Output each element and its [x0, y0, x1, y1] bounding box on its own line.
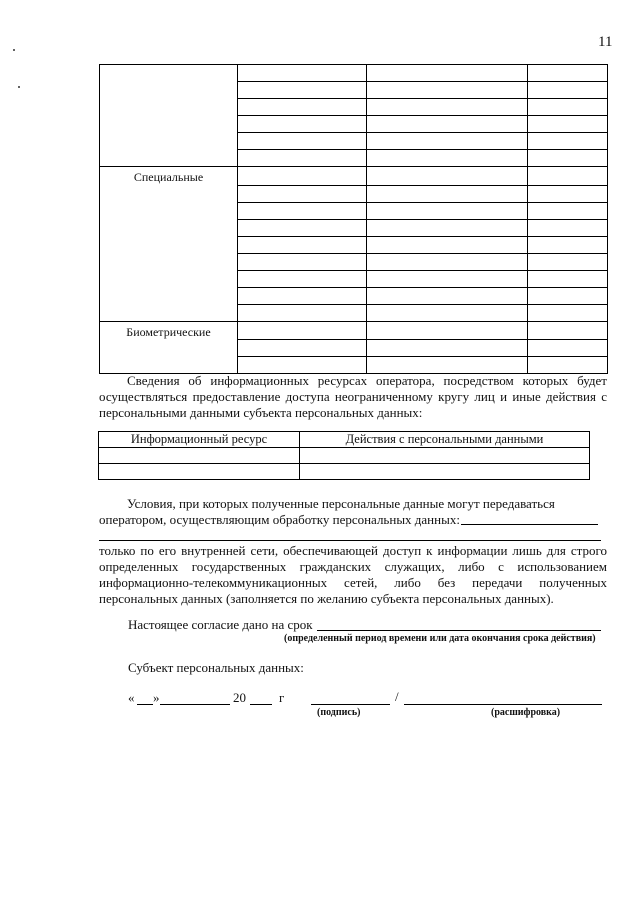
table-cell[interactable] [238, 185, 367, 202]
resources-table [98, 431, 590, 480]
table-cell[interactable] [528, 116, 608, 133]
table-cell[interactable] [238, 202, 367, 219]
date-year-line[interactable] [250, 704, 272, 705]
table-cell[interactable] [238, 167, 367, 186]
table-cell[interactable] [528, 185, 608, 202]
category-cell [100, 185, 238, 202]
date-month-line[interactable] [160, 704, 230, 705]
table-cell[interactable] [528, 167, 608, 186]
date-open-quote: « [128, 690, 135, 705]
scan-dot [13, 49, 15, 51]
table-cell[interactable] [367, 357, 528, 374]
table-cell[interactable] [367, 219, 528, 236]
signature-separator: / [395, 689, 399, 704]
date-year-prefix: 20 [233, 690, 246, 705]
table-cell[interactable] [367, 82, 528, 99]
resource-column-header: Информационный ресурс [99, 432, 300, 448]
resources-intro: Сведения об информационных ресурсах оператора, посредством которых будет осуществляться предоставление доступа неограниченному кругу лиц и иные действия с персональными данными субъекта персональных данных: [99, 373, 607, 420]
table-cell[interactable] [367, 202, 528, 219]
table-row [100, 287, 608, 304]
decoding-line[interactable] [404, 704, 602, 705]
table-cell[interactable] [367, 150, 528, 167]
category-cell [100, 340, 238, 357]
data-categories-table [99, 64, 608, 374]
table-cell[interactable] [528, 202, 608, 219]
signature-line[interactable] [311, 704, 390, 705]
table-cell[interactable] [238, 99, 367, 116]
table-cell[interactable] [367, 185, 528, 202]
table-cell[interactable] [528, 321, 608, 340]
date-year-suffix: г [279, 690, 285, 705]
table-cell[interactable] [528, 340, 608, 357]
table-cell[interactable] [367, 304, 528, 321]
table-cell[interactable] [300, 448, 590, 464]
table-cell[interactable] [528, 150, 608, 167]
table-cell[interactable] [528, 236, 608, 253]
table-cell[interactable] [367, 167, 528, 186]
table-cell[interactable] [238, 82, 367, 99]
table-cell[interactable] [528, 270, 608, 287]
table-cell[interactable] [528, 219, 608, 236]
table-cell[interactable] [99, 448, 300, 464]
table-row [100, 185, 608, 202]
table-cell[interactable] [238, 253, 367, 270]
category-cell [100, 236, 238, 253]
table-row [100, 116, 608, 133]
table-cell[interactable] [528, 287, 608, 304]
table-cell[interactable] [238, 116, 367, 133]
table-cell[interactable] [300, 464, 590, 480]
category-cell [100, 167, 238, 186]
category-cell [100, 82, 238, 99]
table-cell[interactable] [367, 287, 528, 304]
table-row [100, 219, 608, 236]
table-row [100, 236, 608, 253]
conditions-text: только по его внутренней сети, обеспечивающей доступ к информации лишь для строго определенных государственных гражданских служащих, либо с использованием информационно-телекоммуникационных сетей, либо без передачи полученных персональных данных (заполняется по желанию субъекта персональных данных). [99, 543, 607, 606]
table-cell[interactable] [238, 304, 367, 321]
table-cell[interactable] [238, 357, 367, 374]
table-row [100, 99, 608, 116]
date-close-quote: » [153, 690, 160, 705]
category-cell [100, 150, 238, 167]
conditions-fill-line[interactable] [99, 540, 601, 541]
category-cell [100, 133, 238, 150]
category-cell [100, 99, 238, 116]
table-cell[interactable] [528, 253, 608, 270]
category-cell [100, 65, 238, 82]
category-cell [100, 321, 238, 340]
table-cell[interactable] [367, 253, 528, 270]
table-row [100, 150, 608, 167]
table-cell[interactable] [238, 321, 367, 340]
table-cell[interactable] [238, 133, 367, 150]
category-cell [100, 270, 238, 287]
date-day-line[interactable] [137, 704, 153, 705]
table-row [100, 357, 608, 374]
table-cell[interactable] [367, 65, 528, 82]
table-cell[interactable] [238, 270, 367, 287]
consent-term-label: Настоящее согласие дано на срок [128, 617, 313, 632]
table-cell[interactable] [367, 99, 528, 116]
signature-hint: (подпись) [317, 707, 361, 718]
subject-label: Субъект персональных данных: [128, 660, 304, 675]
table-cell[interactable] [367, 321, 528, 340]
table-cell[interactable] [367, 116, 528, 133]
category-label: Специальные [133, 170, 204, 184]
table-cell[interactable] [367, 236, 528, 253]
consent-term-hint: (определенный период времени или дата окончания срока действия) [284, 633, 596, 644]
table-row [100, 340, 608, 357]
category-cell [100, 357, 238, 374]
category-cell [100, 287, 238, 304]
table-row [100, 202, 608, 219]
scan-dot [18, 86, 20, 88]
category-cell [100, 116, 238, 133]
table-row [100, 270, 608, 287]
conditions-fill-line[interactable] [461, 524, 598, 525]
table-row [100, 167, 608, 186]
table-cell[interactable] [367, 340, 528, 357]
table-cell[interactable] [528, 357, 608, 374]
table-cell[interactable] [528, 99, 608, 116]
page-number: 11 [598, 34, 613, 50]
table-cell[interactable] [528, 133, 608, 150]
table-cell[interactable] [238, 219, 367, 236]
table-cell[interactable] [367, 133, 528, 150]
actions-column-header: Действия с персональными данными [300, 432, 590, 448]
category-cell [100, 253, 238, 270]
table-cell[interactable] [528, 82, 608, 99]
table-cell[interactable] [238, 236, 367, 253]
table-row [100, 253, 608, 270]
decoding-hint: (расшифровка) [491, 707, 561, 718]
table-cell[interactable] [238, 65, 367, 82]
category-cell [100, 219, 238, 236]
table-cell[interactable] [367, 270, 528, 287]
table-row [100, 304, 608, 321]
table-row [100, 65, 608, 82]
table-cell[interactable] [238, 340, 367, 357]
table-cell[interactable] [238, 287, 367, 304]
category-label: Биометрические [126, 324, 211, 339]
table-cell[interactable] [528, 304, 608, 321]
table-cell[interactable] [528, 65, 608, 82]
consent-term-line[interactable] [317, 630, 601, 631]
table-row [100, 82, 608, 99]
table-row [100, 133, 608, 150]
category-cell [100, 202, 238, 219]
category-cell [100, 304, 238, 321]
conditions-intro: Условия, при которых полученные персональные данные могут передаваться оператором, осуществляющим обработку персональных данных: [99, 496, 555, 527]
table-cell[interactable] [238, 150, 367, 167]
table-row [100, 321, 608, 340]
table-cell[interactable] [99, 464, 300, 480]
